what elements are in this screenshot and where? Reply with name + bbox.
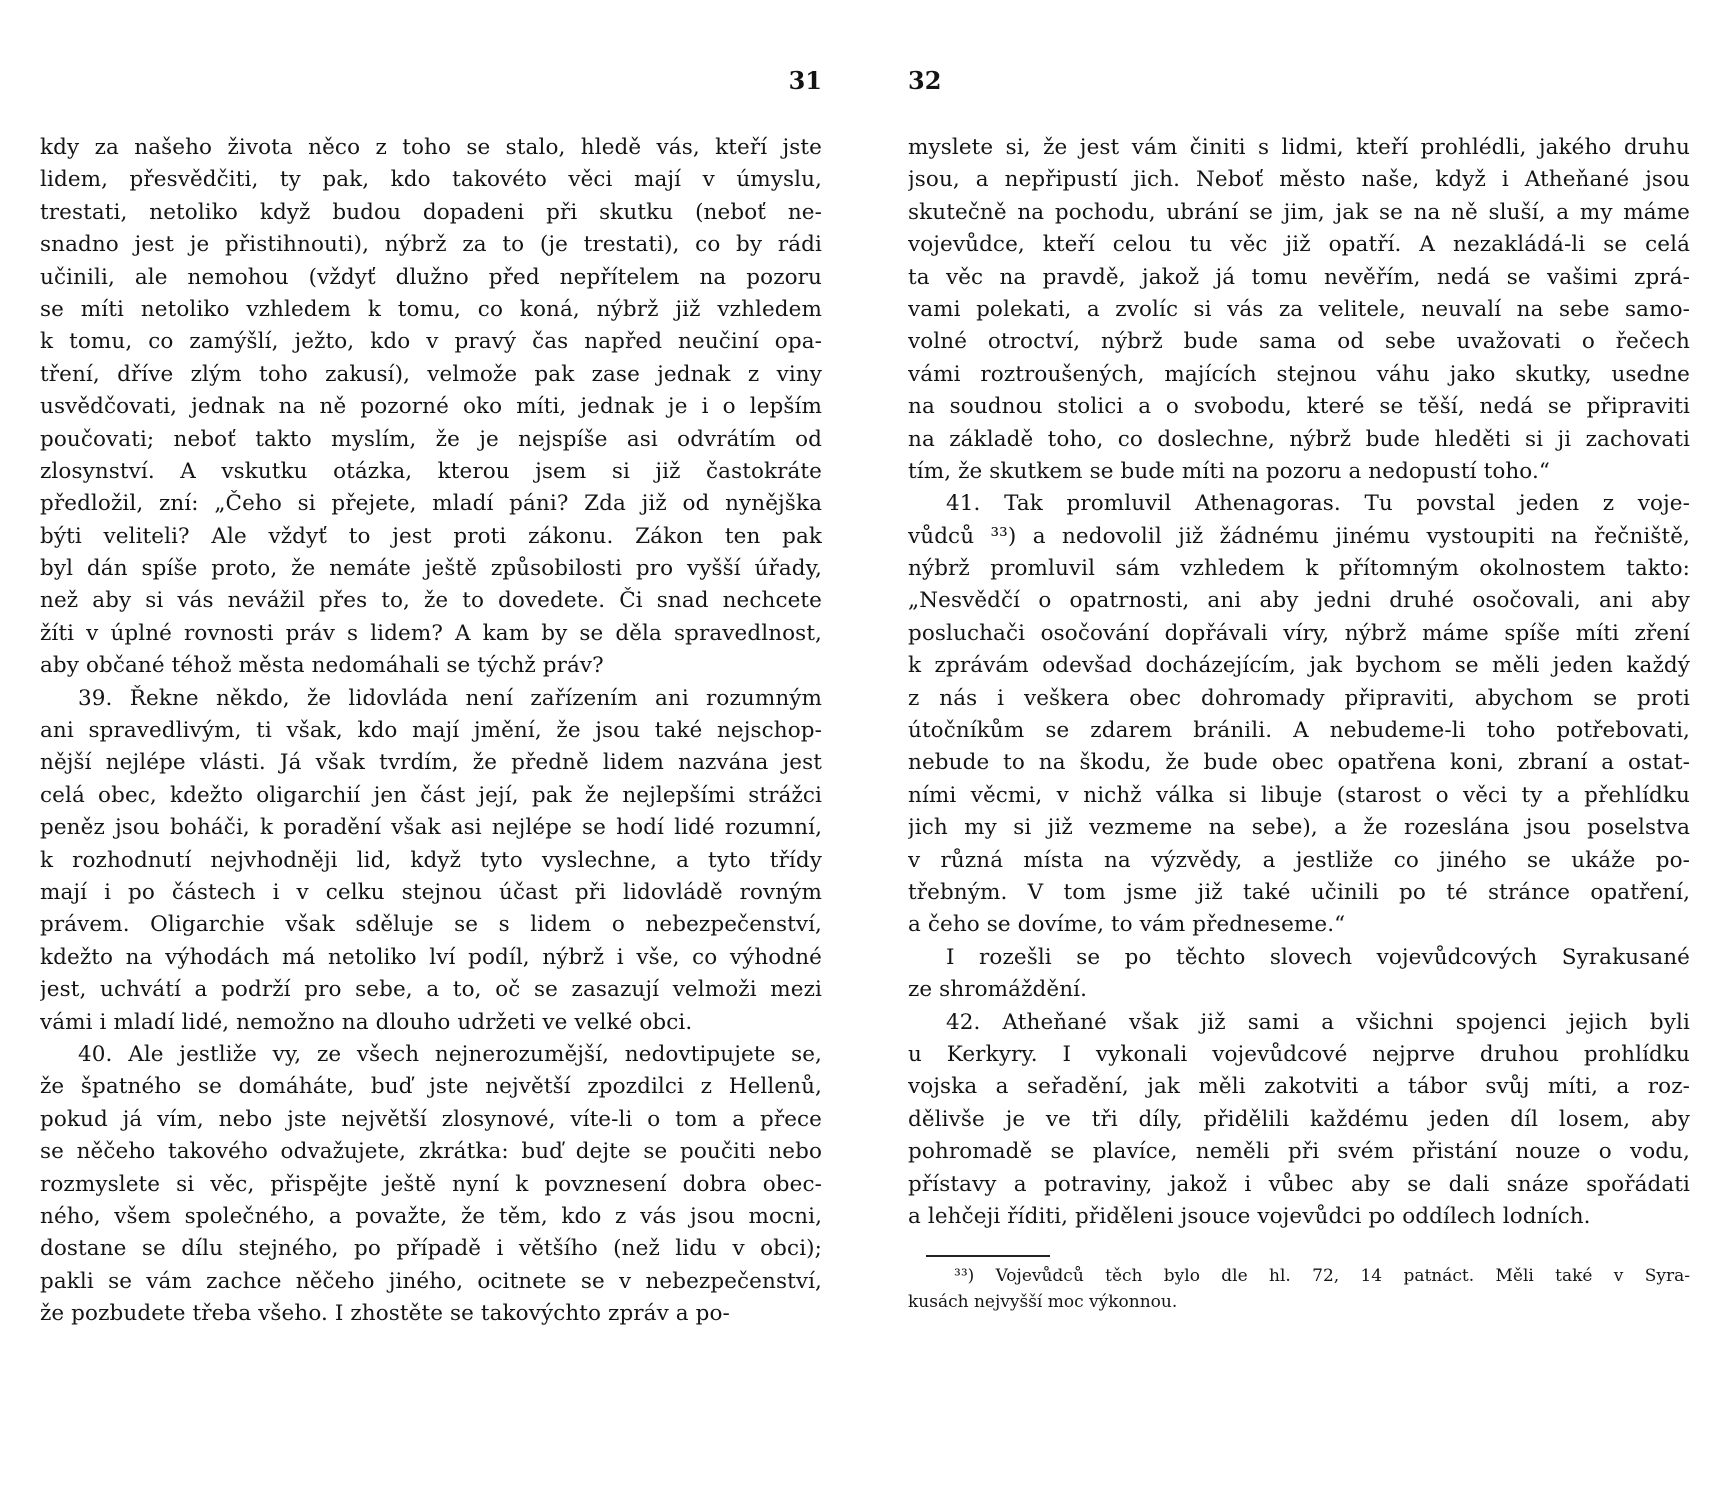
- text-line: volné otroctví, nýbrž bude sama od sebe uvažovati o řečech: [908, 329, 1690, 355]
- right-page: [908, 0, 1690, 1500]
- text-line: a čeho se dovíme, to vám předneseme.“: [908, 912, 1346, 938]
- page-number: 32: [908, 66, 942, 95]
- text-line: v různá místa na výzvědy, a jestliže co jiného se ukáže po-: [908, 847, 1690, 873]
- text-line: než aby si vás nevážil přes to, že to dovedete. Či snad nechcete: [40, 588, 822, 614]
- text-line: tím, že skutkem se bude míti na pozoru a nedopustí toho.“: [908, 458, 1550, 484]
- text-line: peněz jsou boháči, k poradění však asi nejlépe se hodí lidé rozumní,: [40, 815, 822, 841]
- text-line: učinili, ale nemohou (vždyť dlužno před nepřítelem na pozoru: [40, 264, 822, 290]
- text-line: usvědčovati, jednak na ně pozorné oko míti, jednak je i o lepším: [40, 394, 822, 420]
- text-line: mají i po částech i v celku stejnou účast při lidovládě rovným: [40, 879, 822, 905]
- text-line: 40. Ale jestliže vy, ze všech nejnerozumější, nedovtipujete se,: [78, 1041, 822, 1067]
- text-line: trestati, netoliko když budou dopadeni při skutku (neboť ne-: [40, 199, 822, 225]
- text-line: zlosynství. A vskutku otázka, kterou jsem si již častokráte: [40, 458, 822, 484]
- text-line: rozmyslete si věc, přispějte ještě nyní k povznesení dobra obec-: [40, 1171, 822, 1197]
- text-line: vámi i mladí lidé, nemožno na dlouho udržeti ve velké obci.: [40, 1009, 693, 1035]
- text-line: aby občané téhož města nedomáhali se týchž práv?: [40, 653, 604, 679]
- text-line: nější nejlépe vlásti. Já však tvrdím, že předně lidem nazvána jest: [40, 750, 822, 776]
- text-line: pokud já vím, nebo jste největší zlosynové, víte-li o tom a přece: [40, 1106, 822, 1132]
- text-line: u Kerkyry. I vykonali vojevůdcové nejprve druhou prohlídku: [908, 1041, 1690, 1067]
- text-line: útočníkům se zdarem bránili. A nebudeme-li toho potřebovati,: [908, 718, 1690, 744]
- text-line: pakli se vám zachce něčeho jiného, ocitnete se v nebezpečenství,: [40, 1268, 822, 1294]
- text-line: předložil, zní: „Čeho si přejete, mladí páni? Zda již od nynějška: [40, 491, 822, 517]
- text-line: kdy za našeho života něco z toho se stalo, hledě vás, kteří jste: [40, 135, 822, 160]
- text-line: nebude to na škodu, že bude obec opatřena koni, zbraní a ostat-: [908, 750, 1690, 776]
- text-line: dostane se dílu stejného, po případě i většího (než lidu v obci);: [40, 1236, 822, 1262]
- text-line: 39. Řekne někdo, že lidovláda není zařízením ani rozumným: [78, 685, 822, 711]
- text-line: jsou, a nepřipustí jich. Neboť město naše, když i Atheňané jsou: [908, 167, 1690, 193]
- text-line: I rozešli se po těchto slovech vojevůdcových Syrakusané: [946, 944, 1690, 970]
- text-line: ními věcmi, v nichž válka si libuje (starost o věci ty a přehlídku: [908, 782, 1690, 808]
- left-page-text: [40, 132, 822, 1330]
- text-line: přístavy a potraviny, jakož i vůbec aby se dali snáze spořádati: [908, 1171, 1690, 1197]
- text-line: snadno jest je přistihnouti), nýbrž za to (je trestati), co by rádi: [40, 232, 822, 258]
- text-line: poučovati; neboť takto myslím, že je nejspíše asi odvrátím od: [40, 426, 822, 452]
- text-line: kdežto na výhodách má netoliko lví podíl, nýbrž i vše, co výhodné: [40, 944, 822, 970]
- text-line: vojska a seřadění, jak měli zakotviti a tábor svůj míti, a roz-: [908, 1074, 1690, 1100]
- text-line: na základě toho, co doslechne, nýbrž bude hleděti si ji zachovati: [908, 426, 1690, 452]
- text-line: vojevůdce, kteří celou tu věc již opatří. A nezakládá-li se celá: [908, 232, 1690, 258]
- left-page: [40, 0, 822, 1500]
- text-line: 41. Tak promluvil Athenagoras. Tu povstal jeden z voje-: [946, 491, 1690, 517]
- text-line: žíti v úplné rovnosti práv s lidem? A kam by se děla spravedlnost,: [40, 620, 822, 646]
- text-line: myslete si, že jest vám činiti s lidmi, kteří prohlédli, jakého druhu: [908, 135, 1690, 160]
- text-line: že špatného se domáháte, buď jste největší zpozdilci z Hellenů,: [40, 1074, 822, 1100]
- text-line: pohromadě se plavíce, neměli při svém přistání nouze o vodu,: [908, 1139, 1690, 1165]
- text-line: ani spravedlivým, ti však, kdo mají jmění, že jsou také nejschop-: [40, 718, 822, 744]
- text-line: z nás i veškera obec dohromady připraviti, abychom se proti: [908, 685, 1690, 711]
- text-line: k rozhodnutí nejvhodněji lid, když tyto vyslechne, a tyto třídy: [40, 847, 822, 873]
- text-line: k tomu, co zamýšlí, ježto, kdo v pravý čas napřed neučiní opa-: [40, 329, 822, 355]
- text-line: býti veliteli? Ale vždyť to jest proti zákonu. Zákon ten pak: [40, 523, 822, 549]
- text-line: se něčeho takového odvažujete, zkrátka: buď dejte se poučiti nebo: [40, 1139, 822, 1165]
- right-page-text: [908, 132, 1690, 1315]
- text-line: byl dán spíše proto, že nemáte ještě způsobilosti pro vyšší úřady,: [40, 556, 822, 582]
- footnote-line: kusách nejvyšší moc výkonnou.: [908, 1292, 1178, 1313]
- text-line: nýbrž promluvil sám vzhledem k přítomným okolnostem takto:: [908, 556, 1690, 582]
- text-line: ta věc na pravdě, jakož já tomu nevěřím, nedá se vašimi zprá-: [908, 264, 1690, 290]
- text-line: tření, dříve zlým toho zakusí), velmože pak zase jednak z viny: [40, 361, 822, 387]
- text-line: 42. Atheňané však již sami a všichni spojenci jejich byli: [946, 1009, 1690, 1035]
- text-line: ze shromáždění.: [908, 977, 1088, 1003]
- text-line: a lehčeji říditi, přiděleni jsouce vojevůdci po oddílech lodních.: [908, 1203, 1591, 1229]
- text-line: jest, uchvátí a podrží pro sebe, a to, oč se zasazují velmoži mezi: [40, 977, 822, 1003]
- text-line: se míti netoliko vzhledem k tomu, co koná, nýbrž již vzhledem: [40, 296, 822, 322]
- text-line: právem. Oligarchie však sděluje se s lidem o nebezpečenství,: [40, 912, 822, 938]
- text-line: jich my si již vezmeme na sebe), a že rozeslána jsou poselstva: [908, 815, 1690, 841]
- text-line: dělivše je ve tři díly, přidělili každému jeden díl losem, aby: [908, 1106, 1690, 1132]
- text-line: vámi roztroušených, majících stejnou váhu jako skutky, usedne: [908, 361, 1690, 387]
- footnote-line: ³³) Vojevůdců těch bylo dle hl. 72, 14 patnáct. Měli také v Syra-: [954, 1266, 1690, 1287]
- text-line: vůdců ³³) a nedovolil již žádnému jinému vystoupiti na řečniště,: [908, 523, 1690, 549]
- page-number: 31: [788, 66, 822, 95]
- text-line: na soudnou stolici a o svobodu, které se těší, nedá se připraviti: [908, 394, 1690, 420]
- text-line: lidem, přesvědčiti, ty pak, kdo takovéto věci mají v úmyslu,: [40, 167, 822, 193]
- text-line: vami polekati, a zvolíc si vás za velitele, neuvalí na sebe samo-: [908, 296, 1690, 322]
- text-line: skutečně na pochodu, ubrání se jim, jak se na ně sluší, a my máme: [908, 199, 1690, 225]
- text-line: k zprávám odevšad docházejícím, jak bychom se měli jeden každý: [908, 653, 1690, 679]
- text-line: třebným. V tom jsme již také učinili po té stránce opatření,: [908, 879, 1690, 905]
- text-line: že pozbudete třeba všeho. I zhostěte se takovýchto zpráv a po-: [40, 1301, 730, 1327]
- text-line: „Nesvědčí o opatrnosti, ani aby jedni druhé osočovali, ani aby: [908, 588, 1690, 614]
- text-line: ného, všem společného, a považte, že těm, kdo z vás jsou mocni,: [40, 1203, 822, 1229]
- text-line: celá obec, kdežto oligarchií jen část její, pak že nejlepšími strážci: [40, 782, 822, 808]
- text-line: posluchači osočování dopřávali víry, nýbrž máme spíše míti zření: [908, 620, 1690, 646]
- footnote-rule: [926, 1255, 1050, 1257]
